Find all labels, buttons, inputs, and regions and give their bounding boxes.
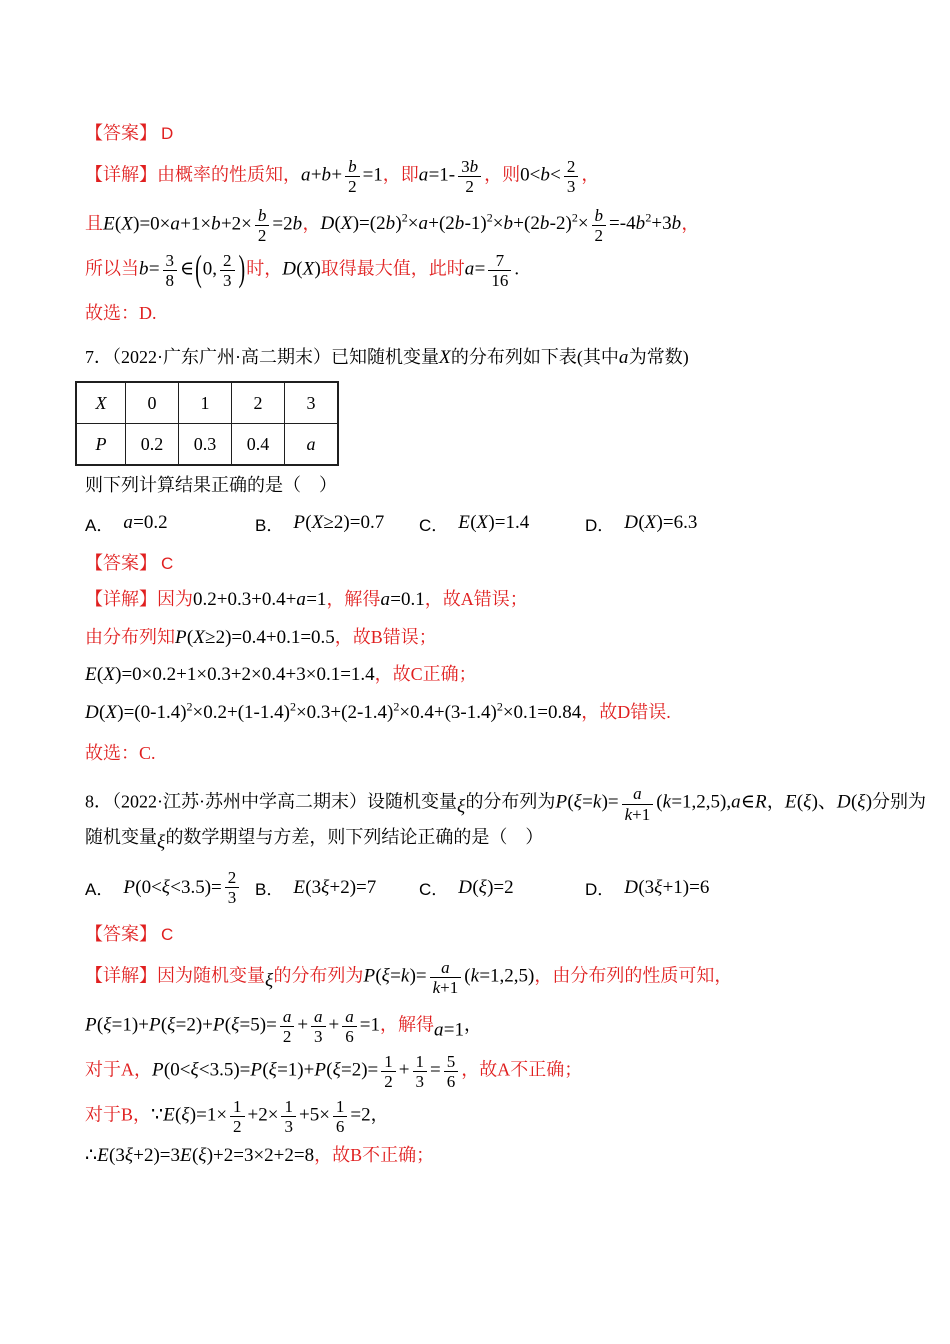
math-run: E(ξ)、D(ξ) xyxy=(784,792,873,814)
fraction-denominator: 2 xyxy=(592,225,607,245)
fraction-denominator: 2 xyxy=(345,176,360,196)
answer-letter: D xyxy=(161,124,174,143)
q7-stem xyxy=(85,344,942,372)
fraction-denominator: k+1 xyxy=(430,977,462,997)
math-run: a+b+ xyxy=(301,164,343,186)
q7-detail-line-3 xyxy=(85,661,942,689)
q8-detail-line-3 xyxy=(85,1052,942,1091)
math-run: ξ xyxy=(265,970,274,992)
fraction-denominator: 2 xyxy=(280,1026,295,1046)
text-run: ，故A错误； xyxy=(424,589,528,610)
text-run: 且 xyxy=(85,213,103,234)
fraction xyxy=(333,1097,348,1136)
fraction xyxy=(280,1007,295,1046)
text-run: ，故D错误. xyxy=(581,701,671,722)
text-run: ，故B错误； xyxy=(334,626,437,647)
text-run: 对于A， xyxy=(85,1059,152,1080)
fraction-numerator: 2 xyxy=(227,868,237,888)
q7-answer-line xyxy=(85,550,942,577)
math-run: ∴E(3ξ+2)=3E(ξ)+2=3×2+2=8 xyxy=(85,1145,315,1167)
text-run: ，故B不正确； xyxy=(314,1145,435,1166)
fraction-denominator: 2 xyxy=(381,1071,396,1091)
q7-option-a xyxy=(85,511,255,536)
text-run: ， xyxy=(302,213,321,234)
q8-option-c xyxy=(419,875,585,900)
text-run: ， xyxy=(370,1104,389,1125)
math-run: E(X)=0×a+1×b+2× xyxy=(103,213,252,235)
fraction-numerator: a xyxy=(441,957,450,977)
math-run: = xyxy=(430,1059,441,1081)
fraction xyxy=(342,1007,357,1046)
math-run: b= xyxy=(139,258,160,280)
text-run: ，由分布列的性质可知， xyxy=(534,965,733,986)
fraction-denominator: 16 xyxy=(488,270,511,290)
option-label: C． xyxy=(419,880,449,900)
math-run: 0.2+0.3+0.4+a=1 xyxy=(193,589,327,611)
math-run: (k=1,2,5) xyxy=(464,965,535,987)
fraction-numerator: 2 xyxy=(566,156,576,176)
q7-detail-line-2 xyxy=(85,624,942,652)
fraction-denominator: 2 xyxy=(255,225,270,245)
math-run: a=1 xyxy=(433,1019,464,1041)
text-run: 【答案】 xyxy=(85,552,157,573)
fraction xyxy=(622,784,654,823)
fraction xyxy=(230,1097,245,1136)
q6-conclusion: 故选：D. xyxy=(85,302,157,323)
math-run: E(3ξ+2)=7 xyxy=(293,876,377,898)
text-run: 【详解】因为随机变量 xyxy=(85,965,265,986)
answer-letter: C xyxy=(161,925,174,945)
fraction xyxy=(163,251,178,290)
math-run: $D(X)=(2b)^2\times a+(2b-1)^2\times b+(2b-2)^2\times$ xyxy=(320,211,589,235)
math-run: X xyxy=(439,346,451,368)
q8-answer-line xyxy=(85,921,942,948)
fraction-denominator: 3 xyxy=(225,887,240,907)
q7-detail-line-4 xyxy=(85,699,942,727)
table-cell: 0.4 xyxy=(232,424,285,466)
option-label: B． xyxy=(255,880,284,900)
fraction-denominator: 3 xyxy=(281,1116,296,1136)
fraction-numerator: 3b xyxy=(461,156,479,176)
q7-options-row xyxy=(85,511,942,536)
option-label: D． xyxy=(585,880,615,900)
math-run: P(X≥2)=0.4+0.1=0.5 xyxy=(175,626,335,648)
table-cell: 0 xyxy=(126,382,179,424)
text-run: ，即 xyxy=(382,164,419,185)
q7-prompt: 则下列计算结果正确的是（ ） xyxy=(85,475,337,496)
table-row xyxy=(76,424,338,466)
big-paren: ( xyxy=(195,249,202,290)
fraction xyxy=(381,1052,396,1091)
fraction xyxy=(444,1052,459,1091)
q6-detail-line-1 xyxy=(85,157,942,196)
math-run: P(ξ=1)+P(ξ=2)+P(ξ=5)= xyxy=(85,1014,277,1036)
text-run: 8．（2022·江苏·苏州中学高二期末）设随机变量 xyxy=(85,792,457,813)
fraction-numerator: 7 xyxy=(495,250,505,270)
math-run: + xyxy=(398,1059,410,1081)
math-run: E(X)=1.4 xyxy=(458,512,530,534)
math-run: (k=1,2,5),a∈R xyxy=(656,792,767,814)
fraction-numerator: 5 xyxy=(446,1051,456,1071)
math-run: 0<b< xyxy=(520,164,561,186)
table-cell: 1 xyxy=(179,382,232,424)
table-row xyxy=(76,382,338,424)
fraction-numerator: 3 xyxy=(165,250,175,270)
fraction xyxy=(281,1097,296,1136)
table-cell: 2 xyxy=(232,382,285,424)
option-label: B． xyxy=(255,515,284,535)
fraction-numerator: b xyxy=(348,156,357,176)
fraction-numerator: 1 xyxy=(415,1051,424,1071)
math-run: =1 xyxy=(359,1014,380,1036)
q7-option-b xyxy=(255,511,419,536)
big-paren: ) xyxy=(238,249,246,290)
text-run: ， xyxy=(681,213,700,234)
text-run: ， xyxy=(581,164,600,185)
text-run: 【详解】由概率的性质知， xyxy=(85,164,301,185)
math-run: +2× xyxy=(247,1104,279,1126)
option-label: C． xyxy=(419,515,449,535)
math-run: =1 xyxy=(362,164,383,186)
math-run: D(X) xyxy=(282,258,321,280)
fraction-numerator: 1 xyxy=(335,1096,345,1116)
math-run: $D(X)=(0-1.4)^2\times 0.2+(1-1.4)^2\times 0.3+(2-1.4)^2\times 0.4+(3-1.4)^2\times 0.1=0.84$ xyxy=(85,699,582,723)
text-run: 【答案】 xyxy=(85,924,157,945)
option-label: D． xyxy=(585,515,615,535)
math-run: D(ξ)=2 xyxy=(458,876,514,898)
fraction-numerator: 1 xyxy=(284,1096,293,1116)
fraction xyxy=(255,206,270,245)
fraction-numerator: a xyxy=(282,1006,292,1026)
text-run: 【详解】因为 xyxy=(85,589,193,610)
text-run: 为常数) xyxy=(628,346,689,367)
math-run: =2 xyxy=(350,1104,371,1126)
text-run: 的分布列如下表(其中 xyxy=(450,346,619,367)
table-cell: X xyxy=(76,382,126,424)
math-run: a= xyxy=(464,258,486,280)
fraction-numerator: a xyxy=(633,784,642,804)
math-run: +5× xyxy=(298,1104,330,1126)
option-label: A． xyxy=(85,515,114,535)
q6-detail-line-2 xyxy=(85,206,942,245)
q7-option-c xyxy=(419,511,585,536)
q6-detail-line-3 xyxy=(85,251,942,290)
math-run: P(0<ξ<3.5)= xyxy=(123,876,222,898)
q8-option-a xyxy=(85,868,255,907)
fraction-denominator: 2 xyxy=(458,176,481,196)
option-label: A． xyxy=(85,880,114,900)
fraction-denominator: 6 xyxy=(342,1026,357,1046)
fraction xyxy=(488,251,511,290)
text-run: 分别为随机变量 xyxy=(85,792,927,847)
math-run: a=1- xyxy=(418,164,456,186)
math-run: ξ xyxy=(157,831,166,853)
fraction-denominator: 6 xyxy=(333,1116,348,1136)
fraction xyxy=(592,206,607,245)
fraction-denominator: k+1 xyxy=(622,804,654,824)
fraction-numerator: b xyxy=(594,205,604,225)
fraction-denominator: 3 xyxy=(311,1026,326,1046)
table-cell: P xyxy=(76,424,126,466)
text-run: 对于B， xyxy=(85,1104,152,1125)
fraction-denominator: 6 xyxy=(444,1071,459,1091)
text-run: 时， xyxy=(246,258,283,279)
table-cell: a xyxy=(285,424,339,466)
math-run: ξ xyxy=(457,797,466,819)
q7-option-d xyxy=(585,511,697,536)
math-run: a=0.2 xyxy=(123,512,168,534)
q8-detail-line-2 xyxy=(85,1007,942,1046)
q8-detail-line-5 xyxy=(85,1142,942,1170)
q8-options-row xyxy=(85,868,942,907)
text-run: ，则 xyxy=(484,164,521,185)
text-run: ， xyxy=(766,792,785,813)
math-run: P(0<ξ<3.5)=P(ξ=1)+P(ξ=2)= xyxy=(152,1059,379,1081)
fraction-denominator: 8 xyxy=(163,270,178,290)
math-run: a xyxy=(618,346,629,368)
math-run: ∈ xyxy=(180,258,195,280)
q7-conclusion: 故选：C. xyxy=(85,743,156,764)
text-run: 取得最大值，此时 xyxy=(320,258,465,279)
q7-distribution-table xyxy=(75,381,339,466)
text-run: ， xyxy=(464,1014,482,1035)
fraction-numerator: a xyxy=(314,1006,323,1026)
table-cell: 0.3 xyxy=(179,424,232,466)
fraction-numerator: 1 xyxy=(384,1051,393,1071)
text-run: ，解得 xyxy=(379,1014,434,1035)
q8-detail-line-1 xyxy=(85,958,942,997)
fraction xyxy=(430,958,462,997)
math-run: D(3ξ+1)=6 xyxy=(624,876,710,898)
q8-option-d xyxy=(585,875,709,900)
math-run: a=0.1 xyxy=(380,589,425,611)
math-run: P(ξ=k)= xyxy=(363,965,427,987)
math-run: . xyxy=(514,258,520,280)
math-run: ∵E(ξ)=1× xyxy=(151,1104,228,1126)
q8-option-b xyxy=(255,875,419,900)
fraction xyxy=(220,251,235,290)
answer-letter: C xyxy=(161,553,174,573)
q8-detail-line-4 xyxy=(85,1097,942,1136)
fraction xyxy=(345,157,360,196)
math-run: P(X≥2)=0.7 xyxy=(293,512,385,534)
fraction xyxy=(311,1007,326,1046)
fraction-numerator: 1 xyxy=(233,1096,242,1116)
math-run: D(X)=6.3 xyxy=(624,512,698,534)
text-run: ，故A不正确； xyxy=(461,1059,583,1080)
math-run: $=-4b^2+3b$ xyxy=(609,211,682,235)
text-run: 7．（2022·广东广州·高二期末）已知随机变量 xyxy=(85,346,439,367)
q6-answer-line xyxy=(85,120,942,147)
math-run: + xyxy=(297,1014,309,1036)
table-cell: 3 xyxy=(285,382,339,424)
text-run: ，故C正确； xyxy=(374,664,477,685)
text-run: ，解得 xyxy=(326,589,381,610)
text-run: 所以当 xyxy=(85,258,139,279)
math-run: E(X)=0×0.2+1×0.3+2×0.4+3×0.1=1.4 xyxy=(85,664,375,686)
fraction-numerator: b xyxy=(257,205,267,225)
table-cell: 0.2 xyxy=(126,424,179,466)
text-run: 的分布列为 xyxy=(273,965,364,986)
fraction-denominator: 3 xyxy=(413,1071,428,1091)
q7-detail-line-1 xyxy=(85,586,942,614)
math-run: + xyxy=(328,1014,340,1036)
fraction xyxy=(225,868,240,907)
fraction xyxy=(413,1052,428,1091)
fraction-numerator: 2 xyxy=(223,250,232,270)
fraction xyxy=(458,157,481,196)
q8-stem xyxy=(85,784,942,856)
fraction-denominator: 3 xyxy=(564,176,579,196)
text-run: 的分布列为 xyxy=(465,792,556,813)
text-run: 由分布列知 xyxy=(85,626,175,647)
fraction-denominator: 3 xyxy=(220,270,235,290)
math-run: P(ξ=k)= xyxy=(555,792,619,814)
text-run: 的数学期望与方差，则下列结论正确的是（ ） xyxy=(165,826,544,847)
fraction-denominator: 2 xyxy=(230,1116,245,1136)
text-run: 【答案】 xyxy=(85,123,157,143)
math-run: =2b xyxy=(272,213,303,235)
fraction xyxy=(564,157,579,196)
fraction-numerator: a xyxy=(345,1006,354,1026)
math-run: 0, xyxy=(202,258,218,280)
